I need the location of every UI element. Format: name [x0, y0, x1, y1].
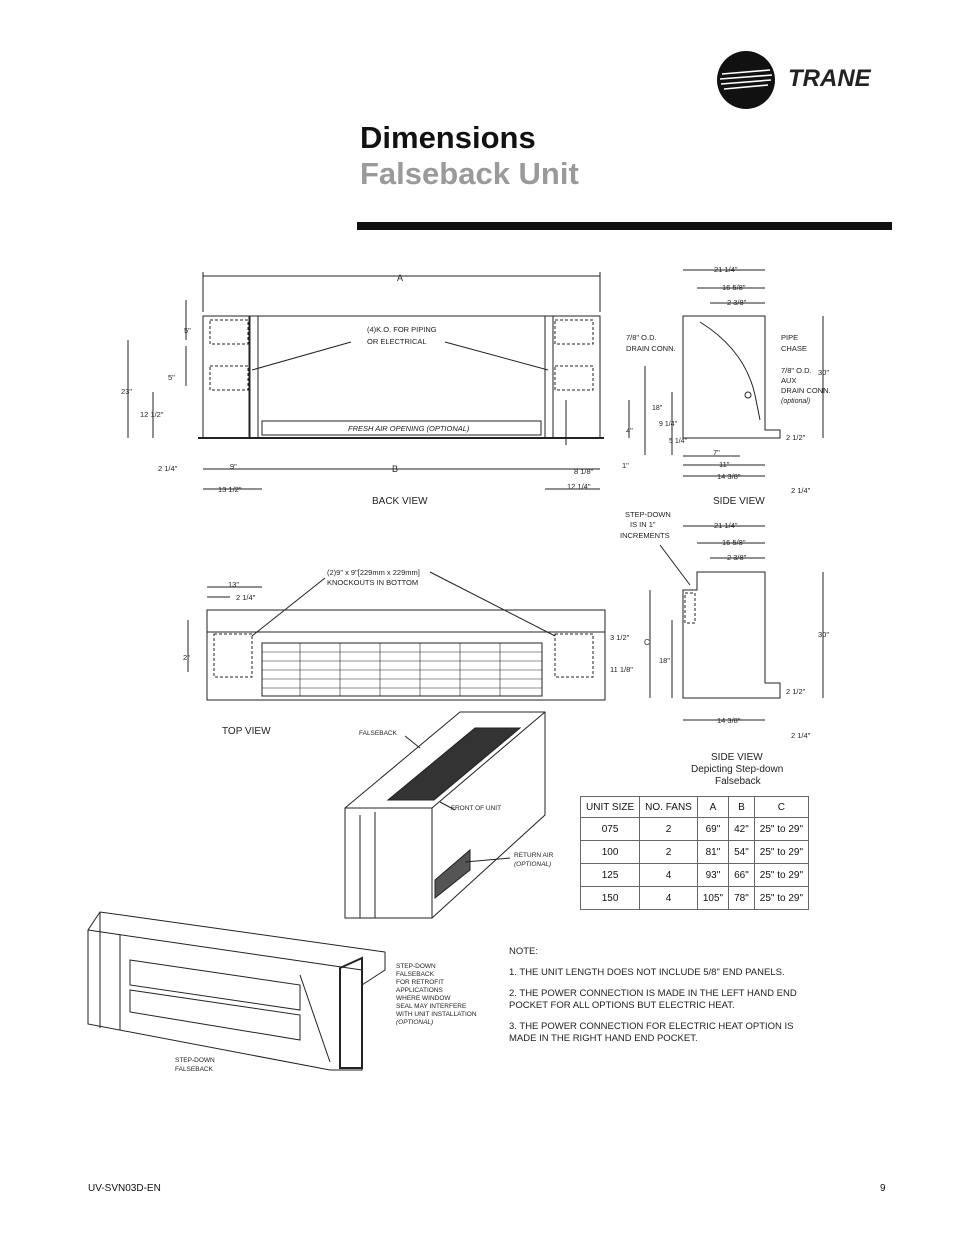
svg-text:2 1/4": 2 1/4" — [791, 731, 811, 740]
svg-text:4": 4" — [626, 426, 633, 435]
svg-text:2 1/2": 2 1/2" — [786, 433, 806, 442]
svg-text:B: B — [392, 464, 399, 474]
svg-text:IS IN 1": IS IN 1" — [630, 520, 656, 529]
svg-text:23": 23" — [121, 387, 133, 396]
svg-text:FOR RETROFIT: FOR RETROFIT — [396, 979, 445, 986]
svg-text:WHERE WINDOW: WHERE WINDOW — [396, 995, 451, 1002]
svg-text:12 1/4": 12 1/4" — [567, 482, 591, 491]
svg-text:14 3/8": 14 3/8" — [717, 716, 741, 725]
svg-text:7/8" O.D.: 7/8" O.D. — [626, 333, 657, 342]
top-view-caption: TOP VIEW — [222, 726, 271, 737]
note-3: 3. THE POWER CONNECTION FOR ELECTRIC HEAT OPTION IS MADE IN THE RIGHT HAND END POCKET. — [509, 1021, 794, 1044]
svg-text:(OPTIONAL): (OPTIONAL) — [514, 861, 552, 868]
svg-text:16 5/8": 16 5/8" — [722, 538, 746, 547]
table-header-row — [581, 797, 809, 818]
svg-text:9 1/4": 9 1/4" — [659, 421, 678, 428]
svg-text:(optional): (optional) — [781, 398, 811, 405]
svg-text:STEP-DOWN: STEP-DOWN — [396, 963, 436, 970]
svg-text:APPLICATIONS: APPLICATIONS — [396, 987, 443, 994]
svg-text:CHASE: CHASE — [781, 344, 807, 353]
notes-section — [509, 946, 809, 1054]
svg-text:2 1/4": 2 1/4" — [158, 464, 178, 473]
svg-text:FALSEBACK: FALSEBACK — [396, 971, 434, 978]
col-a: A — [697, 797, 728, 818]
svg-text:9": 9" — [230, 462, 237, 471]
svg-text:14 3/8": 14 3/8" — [717, 472, 741, 481]
svg-text:(2)9" x 9"[229mm x 229mm]: (2)9" x 9"[229mm x 229mm] — [327, 568, 420, 577]
svg-text:SEAL MAY INTERFERE: SEAL MAY INTERFERE — [396, 1003, 467, 1010]
table-row: 100 2 81" 54" 25" to 29" — [581, 841, 809, 864]
svg-text:30": 30" — [818, 368, 830, 377]
svg-text:30": 30" — [818, 630, 830, 639]
doc-id: UV-SVN03D-EN — [88, 1183, 161, 1194]
svg-text:(4)K.O. FOR PIPING: (4)K.O. FOR PIPING — [367, 325, 437, 334]
svg-text:Depicting Step-down: Depicting Step-down — [691, 764, 784, 775]
svg-text:2 1/4": 2 1/4" — [236, 593, 256, 602]
svg-text:5": 5" — [184, 326, 191, 335]
col-unit-size: UNIT SIZE — [581, 797, 640, 818]
top-view-drawing — [188, 572, 605, 700]
table-row: 075 2 69" 42" 25" to 29" — [581, 818, 809, 841]
note-1: 1. THE UNIT LENGTH DOES NOT INCLUDE 5/8" END PANELS. — [509, 967, 785, 978]
svg-text:5": 5" — [168, 373, 175, 382]
table-row: 125 4 93" 66" 25" to 29" — [581, 864, 809, 887]
svg-text:12 1/2": 12 1/2" — [140, 410, 164, 419]
svg-text:7/8" O.D.: 7/8" O.D. — [781, 366, 812, 375]
svg-text:FRESH AIR OPENING (OPTIONAL): FRESH AIR OPENING (OPTIONAL) — [348, 424, 470, 433]
svg-text:21 1/4": 21 1/4" — [714, 265, 738, 274]
svg-text:WITH UNIT INSTALLATION: WITH UNIT INSTALLATION — [396, 1011, 477, 1018]
col-no-fans: NO. FANS — [640, 797, 698, 818]
svg-text:11 1/8": 11 1/8" — [610, 665, 633, 674]
stepdown-isometric-drawing — [88, 912, 385, 1070]
svg-text:Falseback: Falseback — [715, 776, 761, 787]
svg-text:STEP-DOWN: STEP-DOWN — [625, 510, 671, 519]
svg-text:FRONT OF UNIT: FRONT OF UNIT — [451, 805, 502, 812]
svg-text:2": 2" — [183, 653, 190, 662]
back-view-caption: BACK VIEW — [372, 496, 428, 507]
svg-text:2 3/8": 2 3/8" — [727, 298, 747, 307]
svg-text:FALSEBACK: FALSEBACK — [359, 730, 397, 737]
unit-size-table — [580, 796, 809, 910]
page-number: 9 — [880, 1183, 886, 1194]
back-view-drawing — [128, 272, 629, 489]
svg-text:2 1/4": 2 1/4" — [791, 486, 811, 495]
svg-text:DRAIN CONN.: DRAIN CONN. — [781, 386, 831, 395]
svg-text:16 5/8": 16 5/8" — [722, 283, 746, 292]
svg-text:18": 18" — [652, 405, 663, 412]
svg-text:1": 1" — [622, 461, 629, 470]
svg-text:8 1/8": 8 1/8" — [574, 467, 594, 476]
svg-text:FALSEBACK: FALSEBACK — [175, 1066, 213, 1073]
col-c: C — [754, 797, 808, 818]
svg-text:5 1/4": 5 1/4" — [669, 438, 688, 445]
svg-text:STEP-DOWN: STEP-DOWN — [175, 1057, 215, 1064]
note-2: 2. THE POWER CONNECTION IS MADE IN THE LEFT HAND END POCKET FOR ALL OPTIONS BUT ELECTRIC HEAT. — [509, 988, 797, 1011]
brand-name: TRANE — [788, 65, 871, 92]
svg-text:DRAIN CONN.: DRAIN CONN. — [626, 344, 676, 353]
svg-text:7": 7" — [713, 448, 720, 457]
svg-text:KNOCKOUTS IN BOTTOM: KNOCKOUTS IN BOTTOM — [327, 578, 419, 587]
side-view-caption: SIDE VIEW — [713, 496, 765, 507]
svg-text:RETURN AIR: RETURN AIR — [514, 852, 554, 859]
notes-heading: NOTE: — [509, 946, 539, 957]
table-row: 150 4 105" 78" 25" to 29" — [581, 887, 809, 910]
svg-text:2 3/8": 2 3/8" — [727, 553, 747, 562]
col-b: B — [729, 797, 755, 818]
page-subtitle: Falseback Unit — [360, 156, 579, 191]
svg-text:13 1/2": 13 1/2" — [218, 485, 242, 494]
svg-text:C: C — [644, 638, 650, 647]
svg-text:(OPTIONAL): (OPTIONAL) — [396, 1019, 434, 1026]
svg-text:PIPE: PIPE — [781, 333, 799, 342]
svg-text:3 1/2": 3 1/2" — [610, 633, 630, 642]
isometric-unit-drawing — [345, 712, 545, 918]
svg-text:13": 13" — [228, 580, 240, 589]
svg-text:11": 11" — [719, 460, 730, 469]
svg-text:2 1/2": 2 1/2" — [786, 687, 806, 696]
svg-text:A: A — [397, 273, 404, 283]
svg-text:21 1/4": 21 1/4" — [714, 521, 738, 530]
svg-text:AUX: AUX — [781, 376, 797, 385]
svg-text:INCREMENTS: INCREMENTS — [620, 531, 670, 540]
svg-text:SIDE VIEW: SIDE VIEW — [711, 752, 763, 763]
svg-text:OR ELECTRICAL: OR ELECTRICAL — [367, 337, 427, 346]
page-title: Dimensions — [360, 120, 536, 155]
svg-text:18": 18" — [659, 656, 671, 665]
